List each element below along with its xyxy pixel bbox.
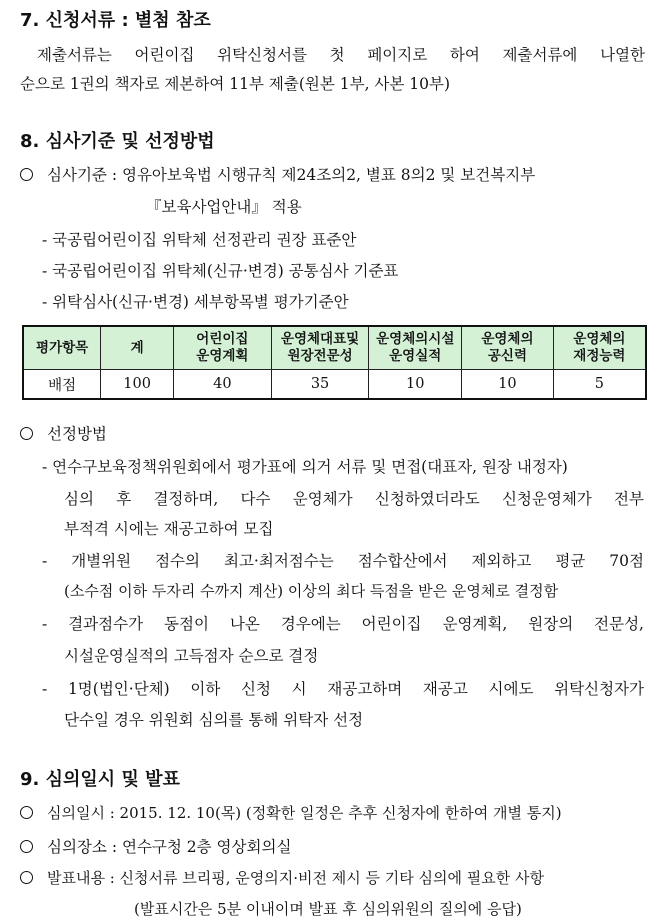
section-7-text-line-2: 순으로 1권의 책자로 제본하여 11부 제출(원본 1부, 사본 10부) bbox=[20, 75, 451, 93]
header-evaluation-item: 평가항목 bbox=[23, 326, 101, 370]
evaluation-score-table bbox=[22, 325, 647, 400]
selection-line-5: (소수점 이하 두자리 수까지 계산) 이상의 최다 득점을 받은 운영체로 결정함 bbox=[64, 582, 559, 600]
selection-line-6: - 결과점수가 동점이 나온 경우에는 어린이집 운영계획, 원장의 전문성, bbox=[42, 615, 644, 633]
table-cell: 40 bbox=[174, 370, 272, 400]
header-credibility: 운영체의 공신력 bbox=[462, 326, 554, 370]
review-date-text: 심의일시 : 2015. 12. 10(목) (정확한 일정은 추후 신청자에 한하여 개별 통지) bbox=[47, 804, 562, 822]
criteria-item-1: - 국공립어린이집 위탁체 선정관리 권장 표준안 bbox=[42, 231, 357, 249]
selection-line-9: 단수일 경우 위원회 심의를 통해 위탁자 선정 bbox=[64, 711, 364, 729]
presentation-content-line-2: (발표시간은 5분 이내이며 발표 후 심의위원의 질의에 응답) bbox=[134, 900, 522, 918]
selection-line-7: 시설운영실적의 고득점자 순으로 결정 bbox=[64, 647, 319, 665]
table-header-row bbox=[23, 326, 646, 370]
header-financial-capacity: 운영체의 재정능력 bbox=[553, 326, 646, 370]
presentation-content-text: 발표내용 : 신청서류 브리핑, 운영의지·비전 제시 등 기타 심의에 필요한 사항 bbox=[47, 869, 544, 887]
table-cell: 35 bbox=[271, 370, 369, 400]
table-cell: 10 bbox=[369, 370, 462, 400]
circle-bullet-icon bbox=[20, 806, 33, 819]
selection-line-2: 심의 후 결정하며, 다수 운영체가 신청하였더라도 신청운영체가 전부 bbox=[64, 490, 644, 508]
circle-bullet-icon bbox=[20, 427, 33, 440]
presentation-content-line-1 bbox=[20, 867, 544, 888]
header-total: 계 bbox=[101, 326, 174, 370]
circle-bullet-icon bbox=[20, 871, 33, 884]
review-date-line bbox=[20, 802, 562, 823]
selection-line-8: - 1명(법인·단체) 이하 신청 시 재공고하며 재공고 시에도 위탁신청자가 bbox=[42, 680, 644, 698]
circle-bullet-icon bbox=[20, 840, 33, 853]
section-7-text-line-1: 제출서류는 어린이집 위탁신청서를 첫 페이지로 하여 제출서류에 나열한 bbox=[37, 46, 645, 64]
section-9-heading: 9. 심의일시 및 발표 bbox=[20, 769, 180, 790]
review-place-line bbox=[20, 835, 291, 857]
criteria-item-2: - 국공립어린이집 위탁체(신규·변경) 공통심사 기준표 bbox=[42, 262, 399, 280]
table-cell: 10 bbox=[462, 370, 554, 400]
table-row bbox=[23, 370, 646, 400]
criteria-line-1 bbox=[20, 163, 535, 185]
review-place-text: 심의장소 : 연수구청 2층 영상회의실 bbox=[47, 838, 292, 856]
table-cell: 배점 bbox=[23, 370, 101, 400]
section-8-heading: 8. 심사기준 및 선정방법 bbox=[20, 131, 215, 152]
section-7-heading: 7. 신청서류 : 별첨 참조 bbox=[20, 10, 211, 31]
criteria-line-2: 『보육사업안내』 적용 bbox=[146, 198, 302, 216]
selection-line-1: - 연수구보육정책위원회에서 평가표에 의거 서류 및 면접(대표자, 원장 내정자) bbox=[42, 458, 568, 476]
table-cell: 5 bbox=[553, 370, 646, 400]
selection-title-text: 선정방법 bbox=[47, 425, 107, 443]
circle-bullet-icon bbox=[20, 168, 33, 181]
selection-line-3: 부적격 시에는 재공고하여 모집 bbox=[64, 520, 274, 538]
header-representative-expertise: 운영체대표및 원장전문성 bbox=[271, 326, 369, 370]
table-cell: 100 bbox=[101, 370, 174, 400]
header-facility-performance: 운영체의시설 운영실적 bbox=[369, 326, 462, 370]
selection-method-title bbox=[20, 422, 107, 444]
header-daycare-plan: 어린이집 운영계획 bbox=[174, 326, 272, 370]
selection-line-4: - 개별위원 점수의 최고·최저점수는 점수합산에서 제외하고 평균 70점 bbox=[42, 552, 644, 570]
criteria-text: 심사기준 : 영유아보육법 시행규칙 제24조의2, 별표 8의2 및 보건복지부 bbox=[47, 166, 536, 184]
criteria-item-3: - 위탁심사(신규·변경) 세부항목별 평가기준안 bbox=[42, 293, 349, 311]
